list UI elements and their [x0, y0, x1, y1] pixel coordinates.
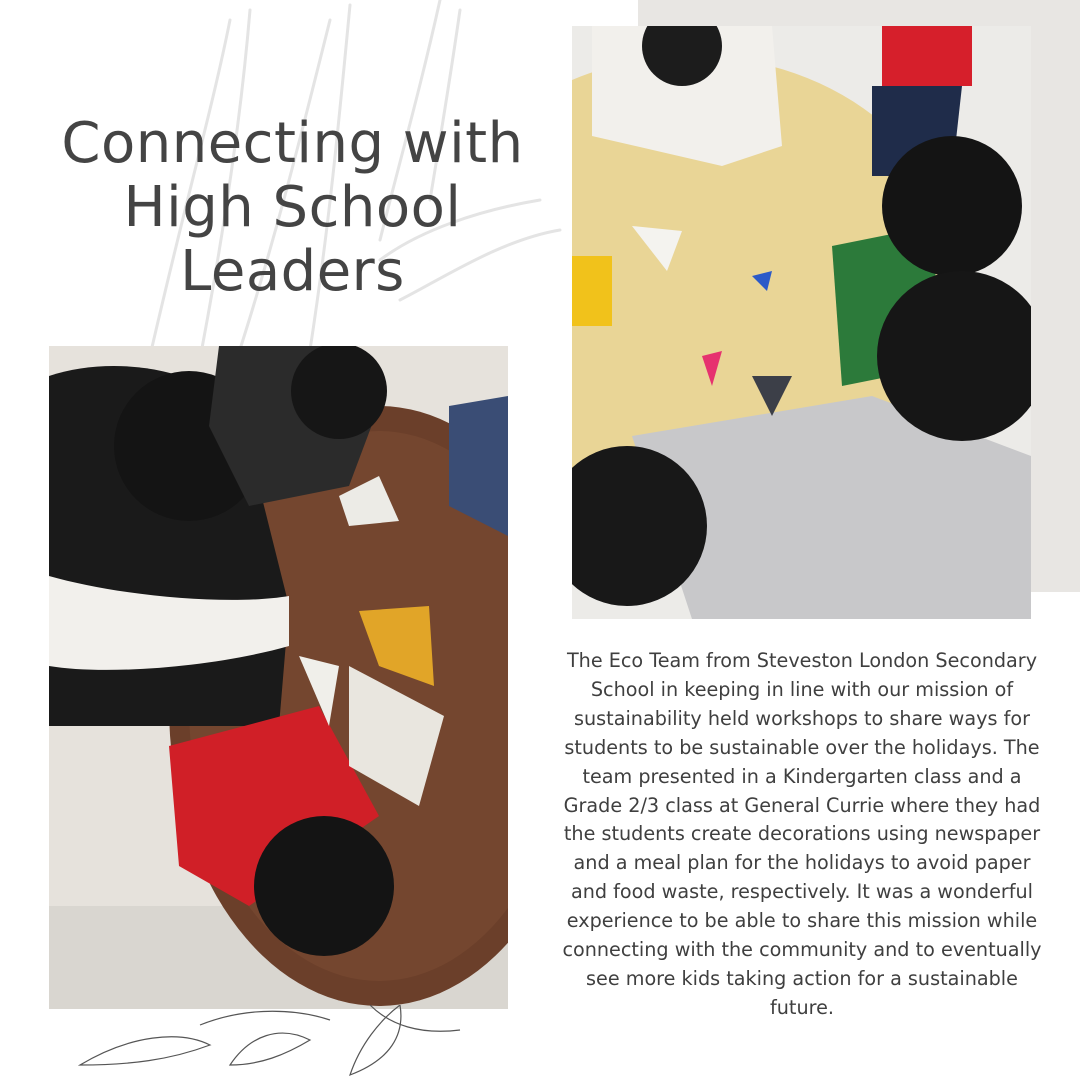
workshop-photo-right: [572, 26, 1031, 619]
classroom-photo-light-table-crafts-icon: [572, 26, 1031, 619]
leaf-line-decoration: [70, 1005, 470, 1080]
workshop-photo-left: [49, 346, 508, 1009]
workshop-description: The Eco Team from Steveston London Secondary School in keeping in line with our mission of sustainability held workshops to share ways for students to be sustainable over the holidays. The team presented in a Kindergarten class and a Grade 2/3 class at General Currie where they had the students create decorations using newspaper and a meal plan for the holidays to avoid paper and food waste, respectively. It was a wonderful experience to be able to share this mission while connecting with the community and to eventually see more kids taking action for a sustainable future.: [562, 649, 1042, 1019]
classroom-photo-round-wooden-table-icon: [49, 346, 508, 1009]
page-title: Connecting with High School Leaders: [61, 111, 524, 304]
